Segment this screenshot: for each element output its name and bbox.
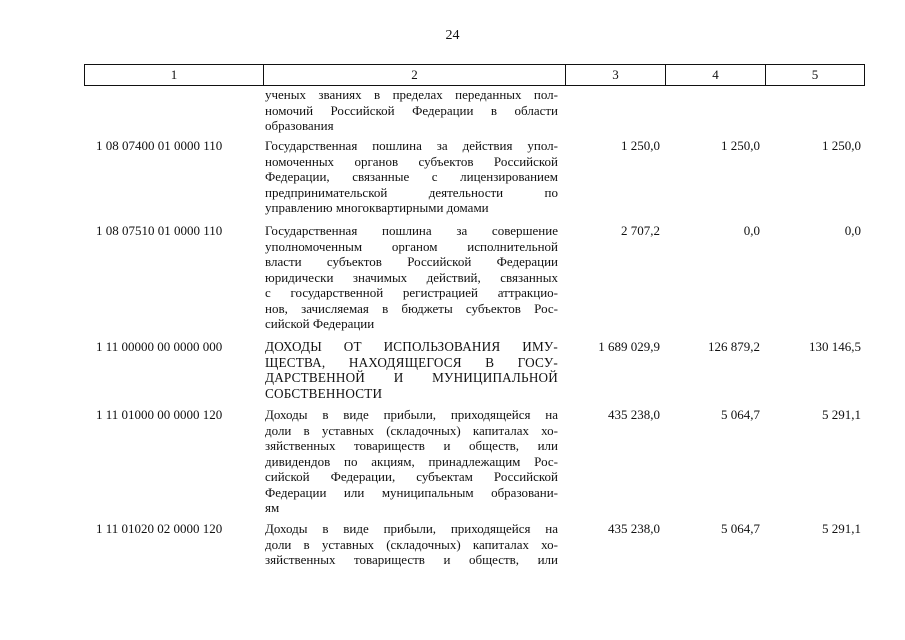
row-value-col5: 0,0 <box>844 223 861 238</box>
row-value-col4: 126 879,2 <box>708 339 760 354</box>
column-header-5: 5 <box>765 65 864 85</box>
row-value-col3: 435 238,0 <box>608 407 660 422</box>
column-header-4: 4 <box>665 65 765 85</box>
table-column-header <box>84 64 865 86</box>
row-name-line: юридически значимых действий, связанных <box>265 269 558 285</box>
row-name <box>265 407 558 516</box>
row-name-line: образования <box>265 118 334 133</box>
row-name-line: Федерации, связанные с лицензированием <box>265 169 558 184</box>
row-name-line: ДОХОДЫ ОТ ИСПОЛЬЗОВАНИЯ ИМУ- <box>265 339 558 354</box>
row-name <box>265 138 558 216</box>
column-header-2: 2 <box>263 65 565 85</box>
row-name-line: Государственная пошлина за действия упол- <box>265 138 558 153</box>
row-code: 1 11 01020 02 0000 120 <box>96 521 223 536</box>
row-name-line: номочий Российской Федерации в области <box>265 102 558 118</box>
row-name-line: сийской Федерации <box>265 316 375 331</box>
page-number: 24 <box>445 28 460 43</box>
row-name <box>265 339 558 401</box>
row-name-line: власти субъектов Российской Федерации <box>265 254 558 269</box>
row-name-line: дивидендов по акциям, принадлежащим Рос- <box>265 453 558 469</box>
row-value-col3: 435 238,0 <box>608 521 660 536</box>
row-value-col5: 5 291,1 <box>822 521 861 536</box>
column-header-3: 3 <box>565 65 665 85</box>
row-name-line: ям <box>265 500 280 515</box>
row-value-col5: 130 146,5 <box>809 339 861 354</box>
row-value-col4: 5 064,7 <box>721 521 760 536</box>
row-name-line: ДАРСТВЕННОЙ И МУНИЦИПАЛЬНОЙ <box>265 370 558 385</box>
row-name-line: доли в уставных (складочных) капиталах хо- <box>265 422 558 438</box>
row-value-col5: 5 291,1 <box>822 407 861 422</box>
column-header-1: 1 <box>170 67 178 82</box>
row-name <box>265 87 558 134</box>
row-code: 1 11 00000 00 0000 000 <box>96 339 223 354</box>
row-value-col4: 1 250,0 <box>721 138 760 153</box>
row-name-line: Федерации или муниципальным образовани- <box>265 484 558 500</box>
row-name-line: с государственной регистрацией аттракцио- <box>265 285 558 300</box>
row-name-line: Доходы в виде прибыли, приходящейся на <box>265 407 558 422</box>
row-name <box>265 521 558 568</box>
row-value-col3: 1 250,0 <box>621 138 660 153</box>
row-name-line: зяйственных товариществ и обществ, или <box>265 438 558 453</box>
row-value-col3: 2 707,2 <box>621 223 660 238</box>
row-name-line: ЩЕСТВА, НАХОДЯЩЕГОСЯ В ГОСУ- <box>265 354 558 370</box>
row-name-line: уполномоченным органом исполнительной <box>265 238 558 254</box>
row-name-line: Доходы в виде прибыли, приходящейся на <box>265 521 558 536</box>
row-name-line: нов, зачисляемая в бюджеты субъектов Рос- <box>265 300 558 316</box>
row-code: 1 08 07510 01 0000 110 <box>96 223 223 238</box>
row-name-line: сийской Федерации, субъектам Российской <box>265 469 558 484</box>
row-code: 1 11 01000 00 0000 120 <box>96 407 223 422</box>
row-name <box>265 223 558 332</box>
row-code: 1 08 07400 01 0000 110 <box>96 138 223 153</box>
row-value-col4: 5 064,7 <box>721 407 760 422</box>
row-name-line: номоченных органов субъектов Российской <box>265 153 558 169</box>
row-name-line: зяйственных товариществ и обществ, или <box>265 552 558 567</box>
row-name-line: Государственная пошлина за совершение <box>265 223 558 238</box>
row-name-line: ученых званиях в пределах переданных пол- <box>265 87 558 102</box>
row-name-line: доли в уставных (складочных) капиталах хо- <box>265 536 558 552</box>
row-name-line: управлению многоквартирными домами <box>265 200 489 215</box>
row-value-col4: 0,0 <box>743 223 760 238</box>
row-name-line: предпринимательской деятельности по <box>265 184 558 200</box>
row-value-col5: 1 250,0 <box>822 138 861 153</box>
row-name-line: СОБСТВЕННОСТИ <box>265 385 383 401</box>
row-value-col3: 1 689 029,9 <box>598 339 660 354</box>
